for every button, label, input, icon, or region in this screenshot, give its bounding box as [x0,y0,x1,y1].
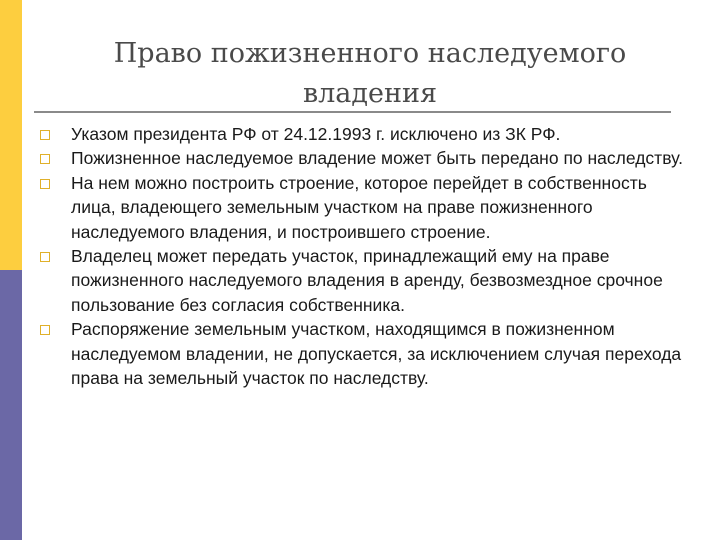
hollow-square-icon [40,325,50,335]
slide-title [60,34,680,114]
slide-title-line-1: Право пожизненного наследуемого [113,38,627,69]
hollow-square-icon [40,179,50,189]
sidebar-accent [0,0,22,540]
bullet-text: Указом президента РФ от 24.12.1993 г. исключено из ЗК РФ. [71,124,561,144]
bullet-list [40,122,690,390]
bullet-text: На нем можно построить строение, которое перейдет в собственность лица, владеющего земельным участком на праве пожизненного наследуемого владения, и построившего строение. [71,172,647,242]
bullet-item [40,244,690,317]
bullet-text: Владелец может передать участок, принадлежащий ему на праве пожизненного наследуемого владения в аренду, безвозмездное срочное пользование без согласия собственника. [71,246,663,315]
bullet-item [40,146,690,170]
bullet-item [40,171,690,244]
bullet-text: Распоряжение земельным участком, находящимся в пожизненном наследуемом владении, не допускается, за исключением случая перехода права на земельный участок по наследству. [71,319,682,389]
title-divider [34,111,671,113]
hollow-square-icon [40,154,50,164]
hollow-square-icon [40,252,50,262]
bullet-item [40,317,690,390]
bullet-text: Пожизненное наследуемое владение может быть передано по наследству. [71,148,683,169]
slide-title-line-2: владения [302,78,438,109]
bullet-item [40,122,690,146]
sidebar-accent-bottom [0,270,22,540]
hollow-square-icon [40,130,50,140]
sidebar-accent-top [0,0,22,270]
